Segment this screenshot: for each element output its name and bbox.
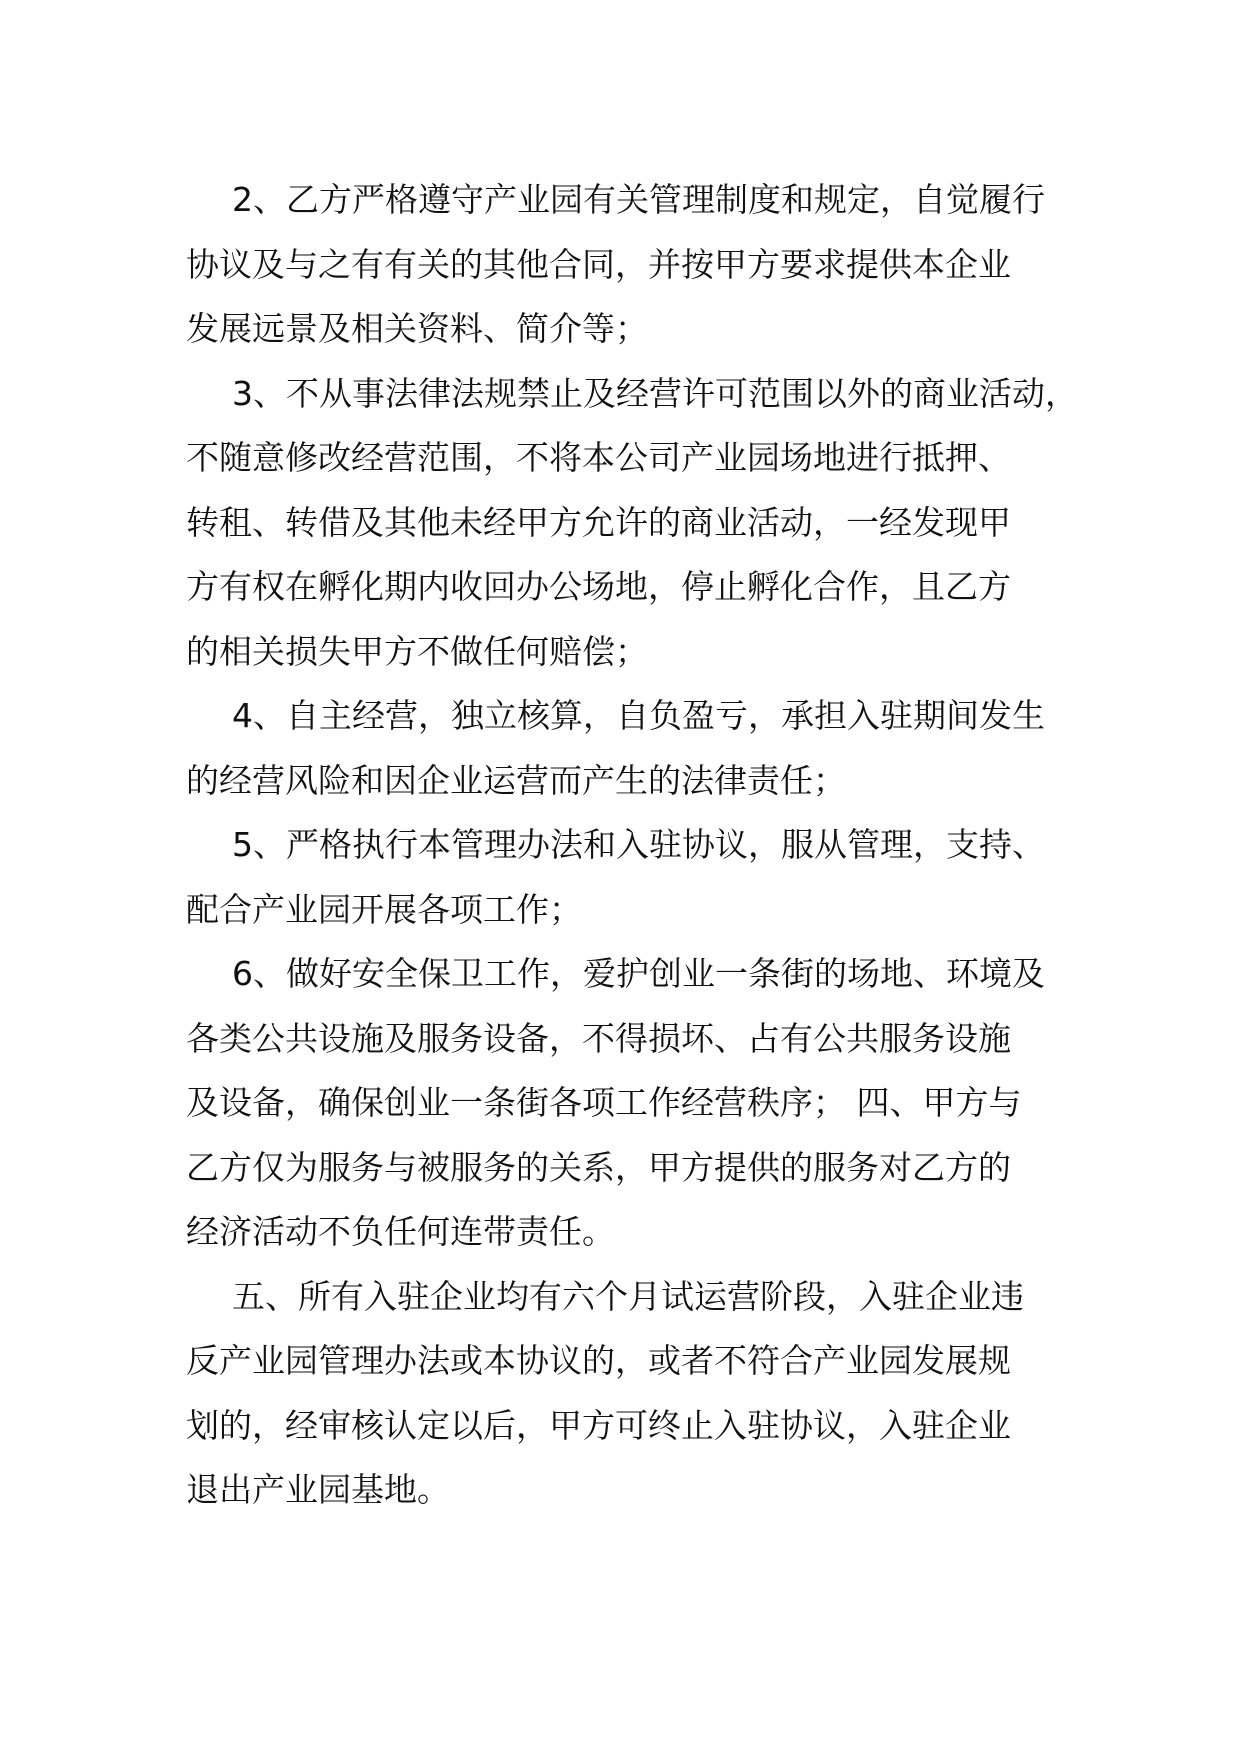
text-line: 配合产业园开展各项工作； xyxy=(186,889,582,929)
text-line: 2、乙方严格遵守产业园有关管理制度和规定，自觉履行 xyxy=(232,180,1045,219)
text-line: 划的，经审核认定以后，甲方可终止入驻协议，入驻企业 xyxy=(186,1405,1011,1445)
text-line: 方有权在孵化期内收回办公场地，停止孵化合作，且乙方 xyxy=(186,567,1011,606)
paragraph-clause-6 xyxy=(186,942,1086,1265)
paragraph-clause-2 xyxy=(186,168,1086,362)
text-line: 转租、转借及其他未经甲方允许的商业活动，一经发现甲 xyxy=(186,502,1011,542)
text-line: 及设备，确保创业一条街各项工作经营秩序； 四、甲方与 xyxy=(186,1083,1022,1122)
paragraph-clause-4 xyxy=(186,684,1086,813)
text-line: 五、所有入驻企业均有六个月试运营阶段，入驻企业违 xyxy=(232,1276,1024,1316)
text-line: 4、自主经营，独立核算，自负盈亏，承担入驻期间发生 xyxy=(232,696,1045,735)
text-line: 5、严格执行本管理办法和入驻协议，服从管理，支持、 xyxy=(232,825,1045,864)
text-line: 乙方仅为服务与被服务的关系，甲方提供的服务对乙方的 xyxy=(186,1147,1011,1187)
text-line: 发展远景及相关资料、简介等； xyxy=(186,309,648,348)
paragraph-clause-5 xyxy=(186,813,1086,942)
text-line: 的经营风险和因企业运营而产生的法律责任； xyxy=(186,760,846,800)
text-line: 6、做好安全保卫工作，爱护创业一条街的场地、环境及 xyxy=(232,954,1045,993)
paragraph-clause-3 xyxy=(186,362,1086,685)
paragraph-section-5 xyxy=(186,1265,1086,1523)
text-line: 的相关损失甲方不做任何赔偿； xyxy=(186,631,648,671)
text-line: 反产业园管理办法或本协议的，或者不符合产业园发展规 xyxy=(186,1341,1011,1380)
text-line: 退出产业园基地。 xyxy=(186,1470,450,1509)
document-body xyxy=(186,168,1086,1523)
text-line: 不随意修改经营范围，不将本公司产业园场地进行抵押、 xyxy=(186,438,1011,477)
text-line: 3、不从事法律法规禁止及经营许可范围以外的商业活动， xyxy=(232,373,1078,413)
text-line: 经济活动不负任何连带责任。 xyxy=(186,1212,615,1251)
text-line: 各类公共设施及服务设备，不得损坏、占有公共服务设施 xyxy=(186,1018,1011,1058)
text-line: 协议及与之有有关的其他合同，并按甲方要求提供本企业 xyxy=(186,244,1011,284)
